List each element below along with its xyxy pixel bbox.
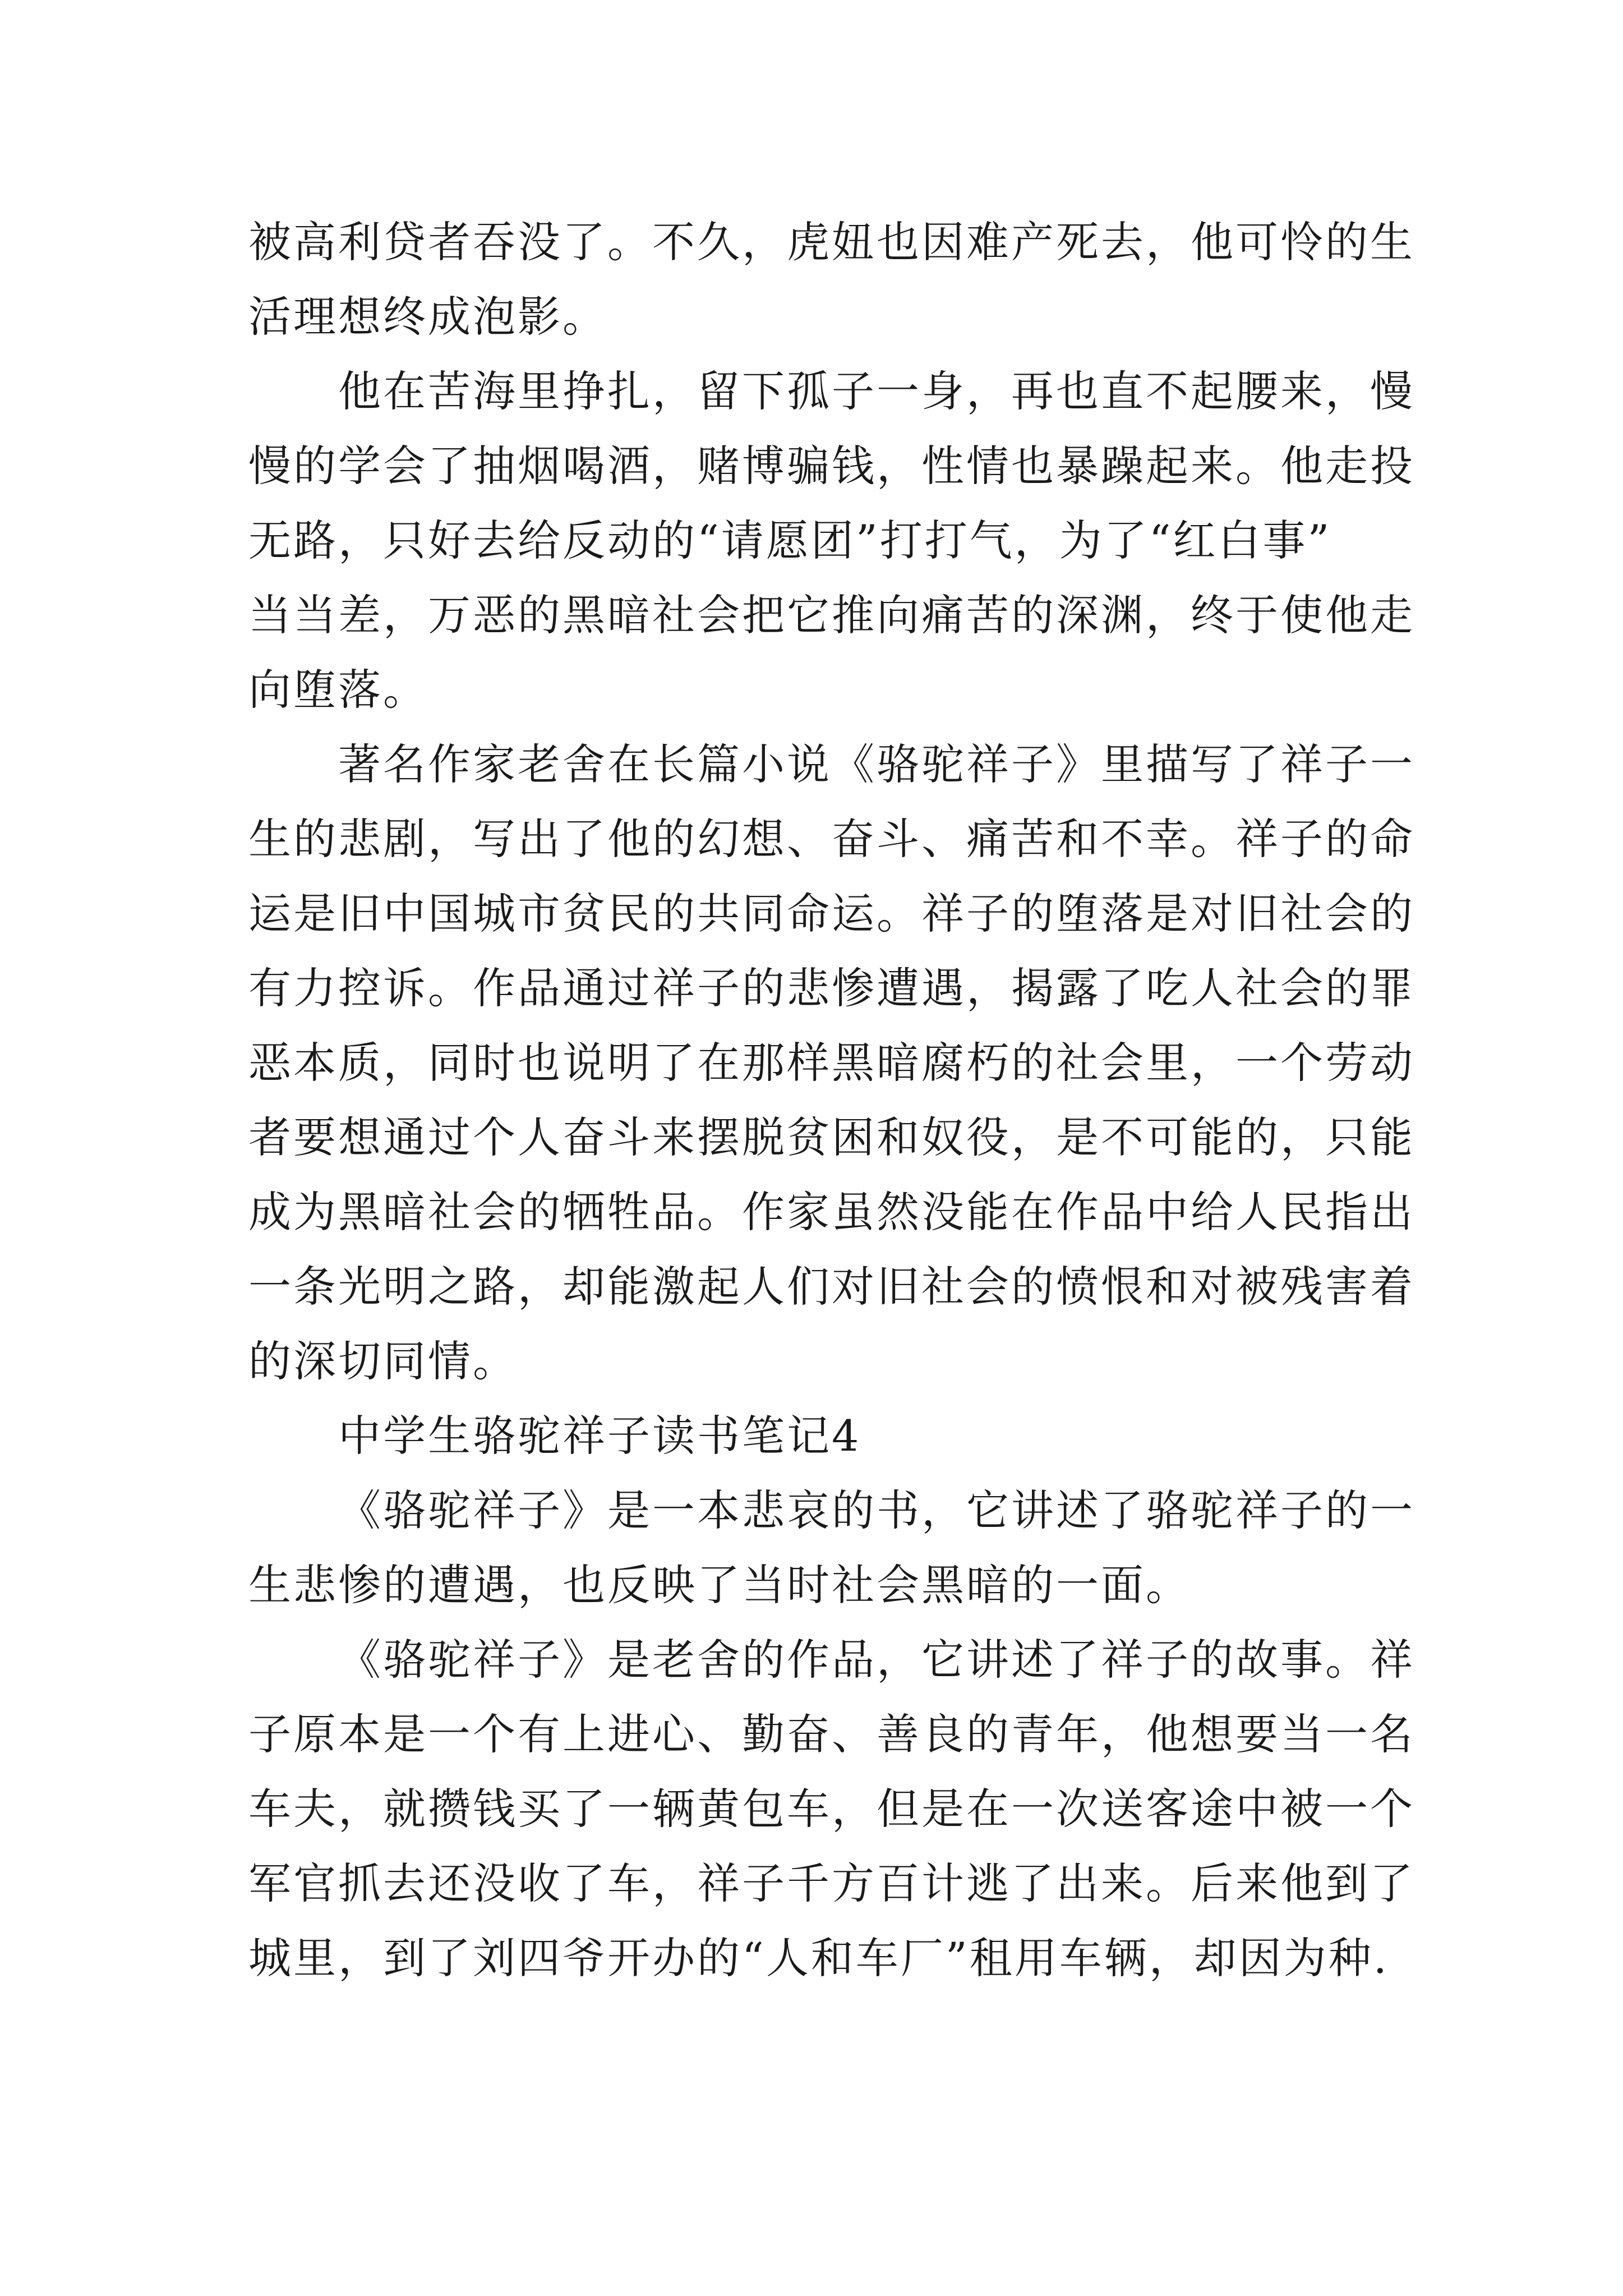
- paragraph-start: 著名作家老舍在长篇小说《骆驼祥子》里描写了祥子一: [338, 739, 1415, 789]
- text-line: 子原本是一个有上进心、勤奋、善良的青年，他想要当一名: [248, 1709, 1415, 1759]
- paragraph-start: 他在苦海里挣扎，留下孤子一身，再也直不起腰来，慢: [338, 366, 1415, 416]
- text-line: 生悲惨的遭遇，也反映了当时社会黑暗的一面。: [248, 1560, 1191, 1610]
- body-text: [248, 205, 1415, 1995]
- text-line: 生的悲剧，写出了他的幻想、奋斗、痛苦和不幸。祥子的命: [248, 814, 1415, 864]
- text-line: 被高利贷者吞没了。不久，虎妞也因难产死去，他可怜的生: [248, 217, 1415, 267]
- text-line: 成为黑暗社会的牺牲品。作家虽然没能在作品中给人民指出: [248, 1187, 1415, 1237]
- text-line: 当当差，万恶的黑暗社会把它推向痛苦的深渊，终于使他走: [248, 590, 1415, 640]
- text-line: 恶本质，同时也说明了在那样黑暗腐朽的社会里，一个劳动: [248, 1038, 1415, 1088]
- section-heading: 中学生骆驼祥子读书笔记4: [338, 1411, 861, 1461]
- text-line: 车夫，就攒钱买了一辆黄包车，但是在一次送客途中被一个: [248, 1784, 1415, 1834]
- text-line: 一条光明之路，却能激起人们对旧社会的愤恨和对被残害着: [248, 1262, 1415, 1312]
- paragraph-start: 《骆驼祥子》是一本悲哀的书，它讲述了骆驼祥子的一: [338, 1485, 1415, 1535]
- text-line: 的深切同情。: [248, 1336, 518, 1386]
- text-line: 运是旧中国城市贫民的共同命运。祥子的堕落是对旧社会的: [248, 889, 1415, 938]
- text-line: 有力控诉。作品通过祥子的悲惨遭遇，揭露了吃人社会的罪: [248, 963, 1415, 1013]
- text-line: 活理想终成泡影。: [248, 292, 607, 342]
- text-line: 者要想通过个人奋斗来摆脱贫困和奴役，是不可能的，只能: [248, 1112, 1415, 1162]
- text-line: 无路，只好去给反动的“请愿团”打打气，为了“红白事”: [248, 516, 1332, 565]
- text-line: 军官抓去还没收了车，祥子千方百计逃了出来。后来他到了: [248, 1858, 1415, 1908]
- text-line: 城里，到了刘四爷开办的“人和车厂”租用车辆，却因为种.: [248, 1933, 1389, 1983]
- text-line: 慢的学会了抽烟喝酒，赌博骗钱，性情也暴躁起来。他走投: [248, 441, 1415, 491]
- text-line: 向堕落。: [248, 665, 428, 715]
- paragraph-start: 《骆驼祥子》是老舍的作品，它讲述了祥子的故事。祥: [338, 1635, 1415, 1685]
